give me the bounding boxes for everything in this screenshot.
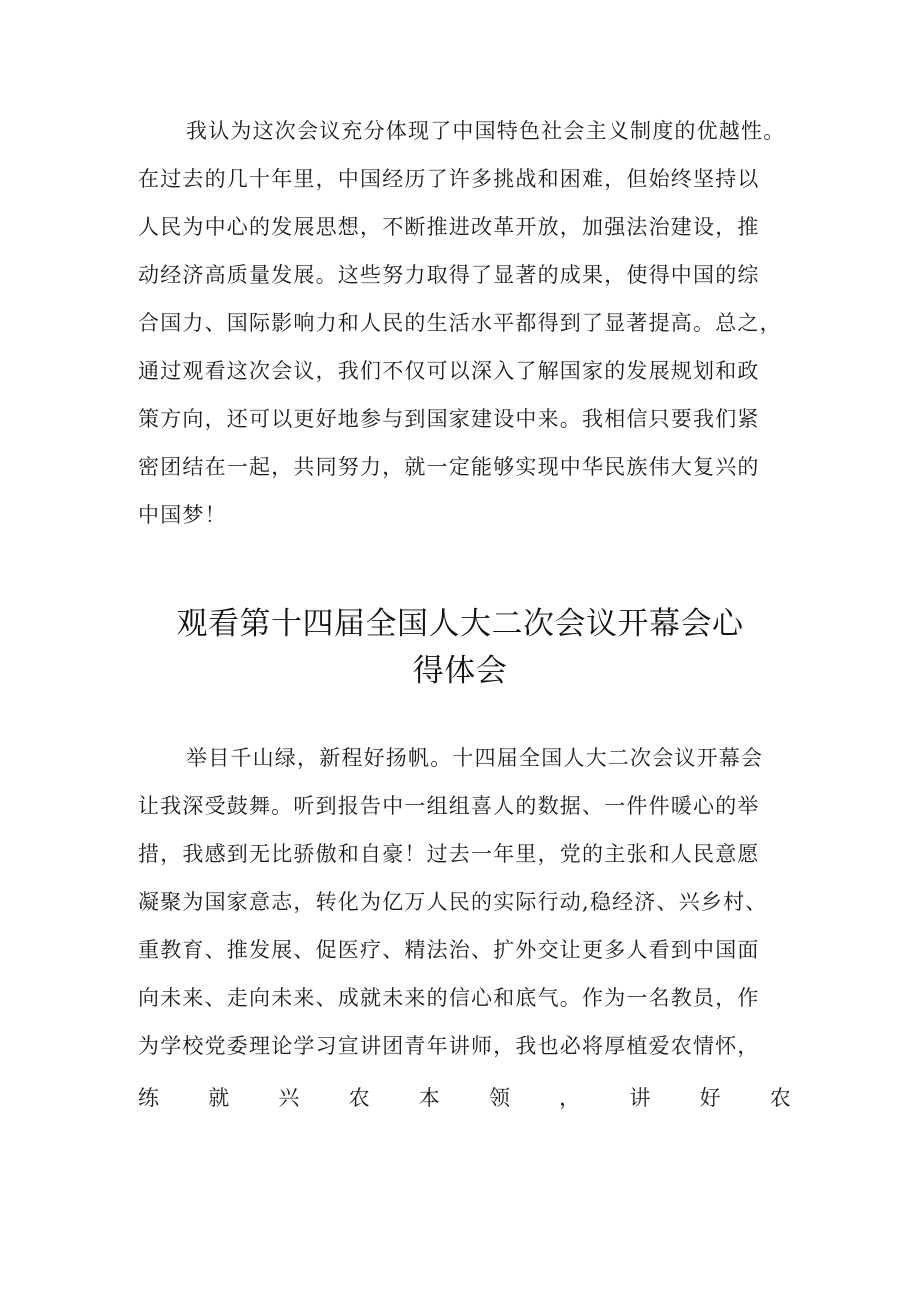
justified-char: 领 xyxy=(488,1086,512,1110)
justified-char: ， xyxy=(559,1086,582,1110)
paragraph-line: 凝聚为国家意志，转化为亿万人民的实际行动,稳经济、兴乡村、 xyxy=(138,890,768,914)
justified-char: 练 xyxy=(138,1086,161,1110)
justified-char: 农 xyxy=(348,1086,371,1110)
paragraph-line: 让我深受鼓舞。听到报告中一组组喜人的数据、一件件暖心的举 xyxy=(138,794,760,818)
paragraph-line: 措，我感到无比骄傲和自豪！过去一年里，党的主张和人民意愿 xyxy=(138,842,760,866)
paragraph-line: 在过去的几十年里，中国经历了许多挑战和困难，但始终坚持以 xyxy=(138,167,760,191)
paragraph-line: 合国力、国际影响力和人民的生活水平都得到了显著提高。总之， xyxy=(138,311,782,335)
paragraph-line: 向未来、走向未来、成就未来的信心和底气。作为一名教员，作 xyxy=(138,986,760,1010)
justified-char: 农 xyxy=(769,1086,792,1110)
paragraph-line: 人民为中心的发展思想，不断推进改革开放，加强法治建设，推 xyxy=(138,215,760,239)
justified-char: 好 xyxy=(699,1086,722,1110)
paragraph-line: 动经济高质量发展。这些努力取得了显著的成果，使得中国的综 xyxy=(138,263,760,287)
paragraph-line: 密团结在一起，共同努力，就一定能够实现中华民族伟大复兴的 xyxy=(138,455,760,479)
justified-char: 就 xyxy=(208,1086,231,1110)
paragraph-line: 策方向，还可以更好地参与到国家建设中来。我相信只要我们紧 xyxy=(138,407,760,431)
paragraph-line: 通过观看这次会议，我们不仅可以深入了解国家的发展规划和政 xyxy=(138,359,760,383)
justified-char: 兴 xyxy=(278,1086,301,1110)
paragraph-line: 中国梦！ xyxy=(138,503,227,527)
paragraph-line: 我认为这次会议充分体现了中国特色社会主义制度的优越性。 xyxy=(186,119,786,143)
paragraph-line: 举目千山绿，新程好扬帆。十四届全国人大二次会议开幕会 xyxy=(186,746,764,770)
justified-char: 讲 xyxy=(629,1086,652,1110)
paragraph-line: 重教育、推发展、促医疗、精法治、扩外交让更多人看到中国面 xyxy=(138,938,760,962)
page-title: 观看第十四届全国人大二次会议开幕会心 xyxy=(176,606,744,642)
page-title-continued: 得体会 xyxy=(412,653,508,689)
paragraph-line: 为学校党委理论学习宣讲团青年讲师，我也必将厚植爱农情怀， xyxy=(138,1034,760,1058)
paragraph-line-justified xyxy=(138,1078,792,1118)
justified-char: 本 xyxy=(418,1086,441,1110)
